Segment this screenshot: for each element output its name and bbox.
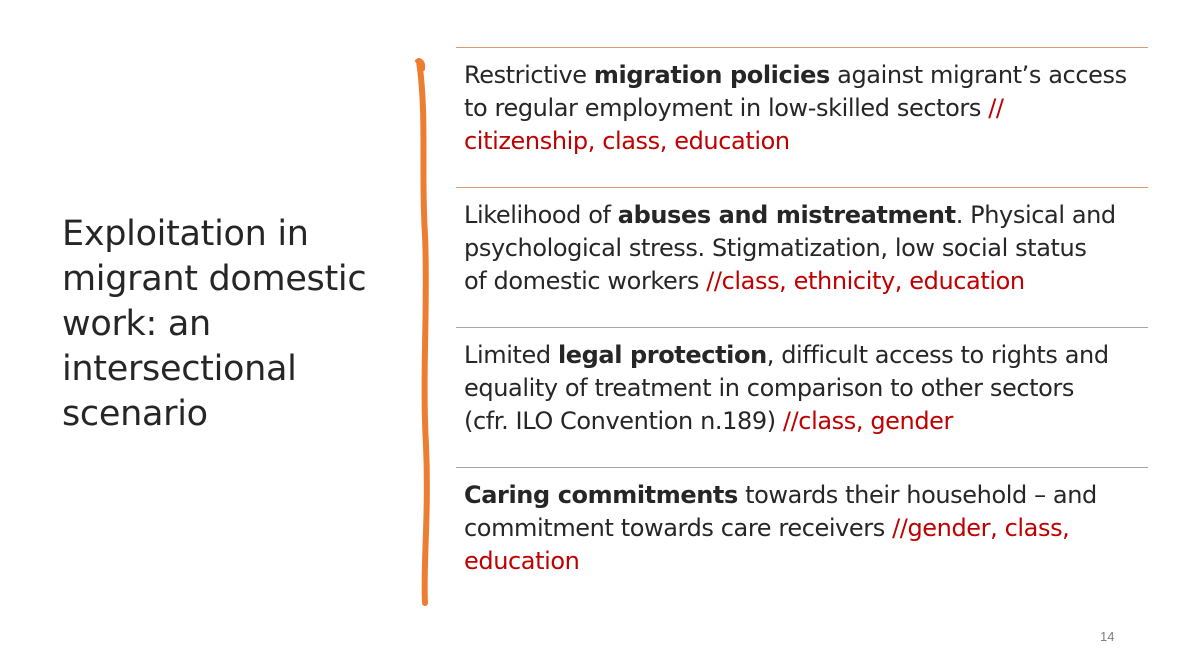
item-category-tag: //gender, class,: [892, 514, 1070, 542]
list-item: [456, 187, 1148, 327]
list-item: [456, 467, 1148, 607]
item-keyword: legal protection: [557, 341, 767, 369]
item-keyword: Caring commitments: [464, 481, 738, 509]
title-line: intersectional: [62, 349, 297, 389]
page-number: 14: [1100, 629, 1115, 644]
item-text-plain: . Physical and: [955, 201, 1116, 229]
item-category-tag: //class, ethnicity, education: [706, 267, 1025, 295]
title-line: work: an: [62, 304, 211, 344]
item-text-plain: , difficult access to rights and: [766, 341, 1109, 369]
item-text-plain: of domestic workers: [464, 267, 707, 295]
item-text-plain: equality of treatment in comparison to other sectors: [464, 374, 1074, 402]
list-item: [456, 327, 1148, 467]
title-line: Exploitation in: [62, 214, 309, 254]
orange-bracket-divider: [405, 55, 445, 610]
item-text: [464, 59, 1148, 158]
item-divider: [456, 467, 1148, 468]
item-divider: [456, 47, 1148, 48]
item-text-plain: (cfr. ILO Convention n.189): [464, 407, 783, 435]
list-item: [456, 47, 1148, 187]
item-category-tag: education: [464, 547, 580, 575]
item-text-plain: to regular employment in low-skilled sectors: [464, 94, 989, 122]
item-text-plain: Restrictive: [464, 61, 594, 89]
item-keyword: migration policies: [593, 61, 830, 89]
item-category-tag: //class, gender: [782, 407, 954, 435]
item-category-tag: //: [988, 94, 1004, 122]
item-text-plain: Likelihood of: [464, 201, 618, 229]
item-text-plain: towards their household – and: [737, 481, 1097, 509]
item-divider: [456, 327, 1148, 328]
title-line: migrant domestic: [62, 259, 367, 299]
item-text-plain: psychological stress. Stigmatization, low social status: [464, 234, 1087, 262]
item-keyword: abuses and mistreatment: [617, 201, 956, 229]
item-text: [464, 199, 1148, 298]
item-text: [464, 339, 1148, 438]
slide-title: [62, 212, 392, 437]
item-divider: [456, 187, 1148, 188]
title-line: scenario: [62, 394, 208, 434]
item-text-plain: commitment towards care receivers: [464, 514, 893, 542]
item-text-plain: against migrant’s access: [829, 61, 1127, 89]
item-text: [464, 479, 1148, 578]
item-text-plain: Limited: [464, 341, 558, 369]
item-category-tag: citizenship, class, education: [464, 127, 790, 155]
